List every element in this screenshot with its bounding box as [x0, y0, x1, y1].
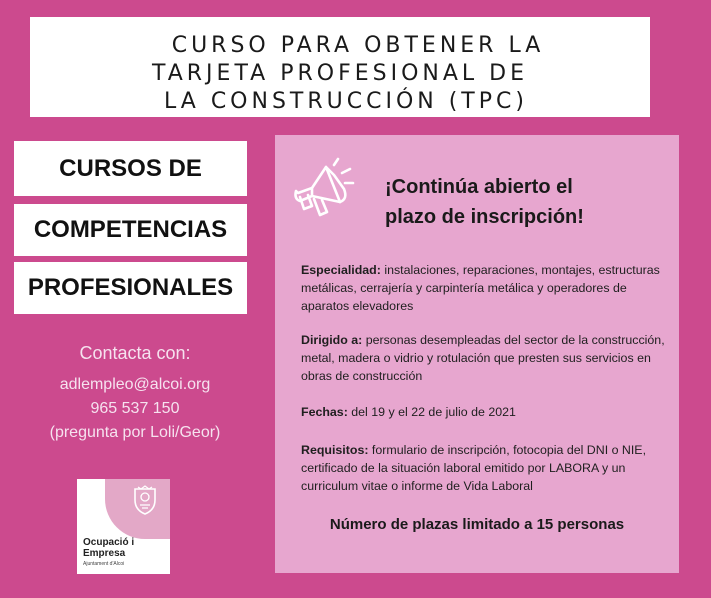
ocupacio-empresa-logo: [77, 479, 170, 574]
especialidad-text: instalaciones, reparaciones, montajes, estructuras metálicas, cerrajería y carpintería metálica y operadores de aparatos elevadores: [301, 263, 660, 313]
label-cursos-de: CURSOS DE: [14, 141, 247, 196]
contact-heading: Contacta con:: [79, 343, 191, 363]
crest-icon: [132, 485, 158, 515]
contact-phone[interactable]: 965 537 150: [90, 400, 180, 417]
headline: [385, 172, 675, 232]
requisitos-text: formulario de inscripción, fotocopia del DNI o NIE, certificado de la situación laboral emitido por LABORA y un curriculum vitae o informe de Vida Laboral: [301, 443, 647, 493]
label-profesionales: PROFESIONALES: [14, 262, 247, 314]
title-line-2: TARJETA PROFESIONAL DE: [151, 61, 529, 86]
title-line-3: LA CONSTRUCCIÓN (TPC): [164, 89, 528, 114]
logo-text-1: Ocupació i: [83, 537, 135, 548]
dirigido-text: personas desempleadas del sector de la construcción, metal, madera o vidrio y rotulación que presten sus servicios en obras de construcción: [301, 333, 665, 383]
title-line-1: CURSO PARA OBTENER LA: [171, 33, 545, 58]
label-competencias: COMPETENCIAS: [14, 204, 247, 256]
headline-line-1: ¡Continúa abierto el: [385, 176, 573, 198]
logo-text-3: Ajuntament d'Alcoi: [83, 561, 125, 567]
requisitos-label: Requisitos:: [301, 443, 369, 457]
especialidad-label: Especialidad:: [301, 263, 381, 277]
plazas-limit-text: Número de plazas limitado a 15 personas: [329, 516, 625, 533]
contact-email[interactable]: adlempleo@alcoi.org: [59, 376, 211, 393]
title-banner: [30, 17, 650, 117]
info-panel: [275, 135, 679, 573]
megaphone-icon: [290, 155, 360, 225]
fechas-text: del 19 y el 22 de julio de 2021: [347, 405, 516, 419]
dirigido-label: Dirigido a:: [301, 333, 363, 347]
headline-line-2: plazo de inscripción!: [385, 206, 584, 228]
especialidad-paragraph: [301, 261, 671, 315]
contact-note: (pregunta por Loli/Geor): [49, 424, 221, 441]
fechas-paragraph: [301, 403, 671, 421]
dirigido-paragraph: [301, 331, 671, 385]
requisitos-paragraph: [301, 441, 671, 495]
logo-text-2: Empresa: [83, 548, 126, 559]
fechas-label: Fechas:: [301, 405, 348, 419]
